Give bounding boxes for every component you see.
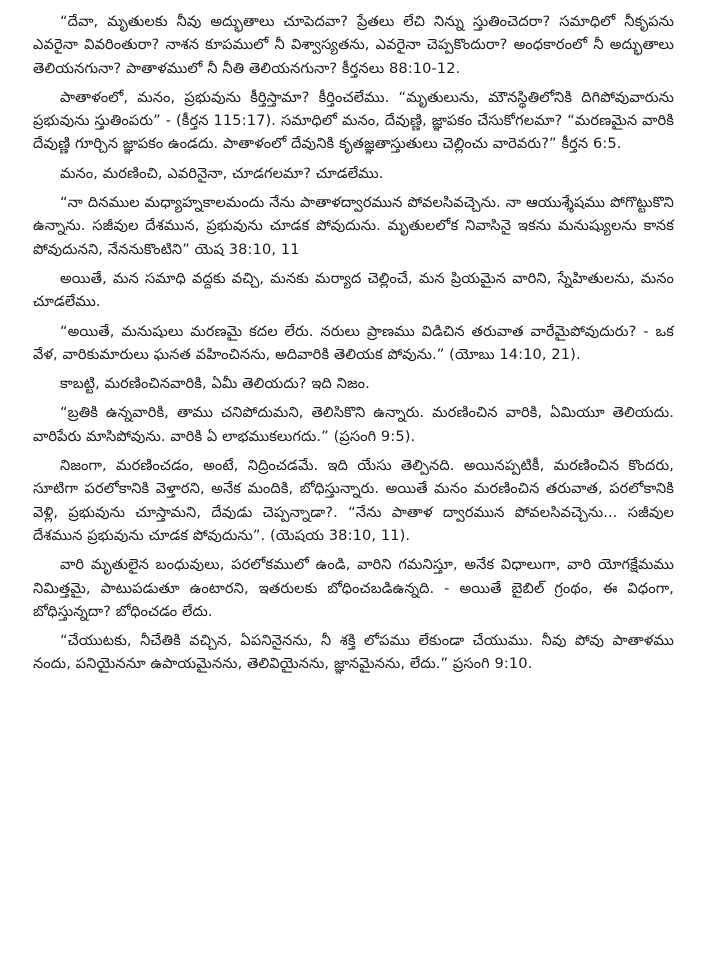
paragraph-dead-know-nothing: కాబట్టి, మరణించినవారికి, ఏమీ తెలియదు? ఇది నిజం. <box>60 375 370 393</box>
paragraph-death-is-sleep: నిజంగా, మరణించడం, అంటే, నిద్రించడమే. ఇది యేసు తెల్పినది. అయినప్పటికీ, మరణించిన కొందరు, సూటిగా పరలోకానికి వెళ్తారని, అనేక మందికి, బోధిస్తున్నారు. అయితే మనం మరణించిన తరువాత, పరలోకానికి వెళ్లి, ప్రభువును చూస్తామని, దేవుడు చెప్పన్నాడా?. “నేను పాతాళ ద్వారమున పోవలసివచ్చెను... సజీవుల దేశమున ప్రభువును చూడక పోవుదును”. (యెషయ 38:10, 11). <box>33 457 674 544</box>
paragraph-loved-ones: అయితే, మన సమాధి వద్దకు వచ్చి, మనకు మర్యాద చెల్లించే, మన ప్రియమైన వారిని, స్నేహితులను, మనం చూడలేము. <box>33 269 674 311</box>
paragraph-isaiah-38-quote: “నా దినముల మధ్యాహ్నకాలమందు నేను పాతాళద్వారమున పోవలసివచ్చెను. నా ఆయుశ్శేషము పోగొట్టుకొని ఉన్నాను. సజీవుల దేశమున, ప్రభువును చూడక పోవుదును. మృతులలోక నివాసినై ఇకను మనుష్యులను కానక పోవుదునని, నేననుకొంటిని” యెష 38:10, 11 <box>33 194 674 258</box>
paragraph-dead-relatives: వారి మృతులైన బంధువులు, పరలోకములో ఉండి, వారిని గమనిస్తూ, అనేక విధాలుగా, వారి యోగక్షేమము నిమిత్తమై, పాటుపడుతూ ఉంటారని, ఇతరులకు బోధించబడిఉన్నది. - అయితే బైబిల్ గ్రంథం, ఈ విధంగా, బోధిస్తున్నదా? బోధించడం లేదు. <box>33 556 674 620</box>
paragraph-job-14-quote: “అయితే, మనుషులు మరణమై కదల లేరు. నరులు ప్రాణము విడిచిన తరువాత వారేమైపోవుదురు? - ఒక వేళ, వారికుమారులు ఘనత వహించినను, అదివారికి తెలియక పోవును.” (యోబు 14:10, 21). <box>33 322 674 363</box>
paragraph-psalm-88: “దేవా, మృతులకు నీవు అద్భుతాలు చూపెదవా? ప్రేతలు లేచి నిన్ను స్తుతించెదరా? సమాధిలో నీకృపను ఎవరైనా వివరింతురా? నాశన కూపములో నీ విశ్వాస్యతను, ఎవరైనా చెప్పకొందురా? అంధకారంలో నీ అద్భుతాలు తెలియనగునా? పాతాళములో నీ నీతి తెలియనగునా? కీర్తనలు 88:10-12. <box>33 13 674 77</box>
paragraph-ecclesiastes-9-5-quote: “బ్రతికి ఉన్నవారికి, తాము చనిపోదుమని, తెలిసికొని ఉన్నారు. మరణించిన వారికి, ఏమియూ తెలియదు. వారిపేరు మాసిపోవును. వారికి ఏ లాభముకలుగదు.” (ప్రసంగి 9:5). <box>33 404 674 445</box>
paragraph-ecclesiastes-9-10-quote: “చేయుటకు, నీచేతికి వచ్చిన, ఏపనినైనను, నీ శక్తి లోపము లేకుండా చేయుము. నీవు పోవు పాతాళము నందు, పనియైననూ ఉపాయమైనను, తెలివియైనను, జ్ఞానమైనను, లేదు.” ప్రసంగి 9:10. <box>33 632 674 673</box>
paragraph-cannot-see: మనం, మరణించి, ఎవరినైనా, చూడగలమా? చూడలేము. <box>60 164 384 182</box>
paragraph-psalm-115-and-6: పాతాళంలో, మనం, ప్రభువును కీర్తిస్తామా? కీర్తించలేము. “మృతులును, మౌనస్థితిలోనికి దిగిపోవువారును ప్రభువును స్తుతింపరు” - (కీర్తన 115:17). సమాధిలో మనం, దేవుణ్ణి, జ్ఞాపకం చేసుకోగలమా? “మరణమైన వారికి దేవుణ్ణి గూర్చిన జ్ఞాపకం ఉండదు. పాతాళంలో దేవునికి కృతజ్ఞతాస్తుతులు చెల్లించు వారెవరు?” కీర్తన 6:5. <box>33 88 674 153</box>
